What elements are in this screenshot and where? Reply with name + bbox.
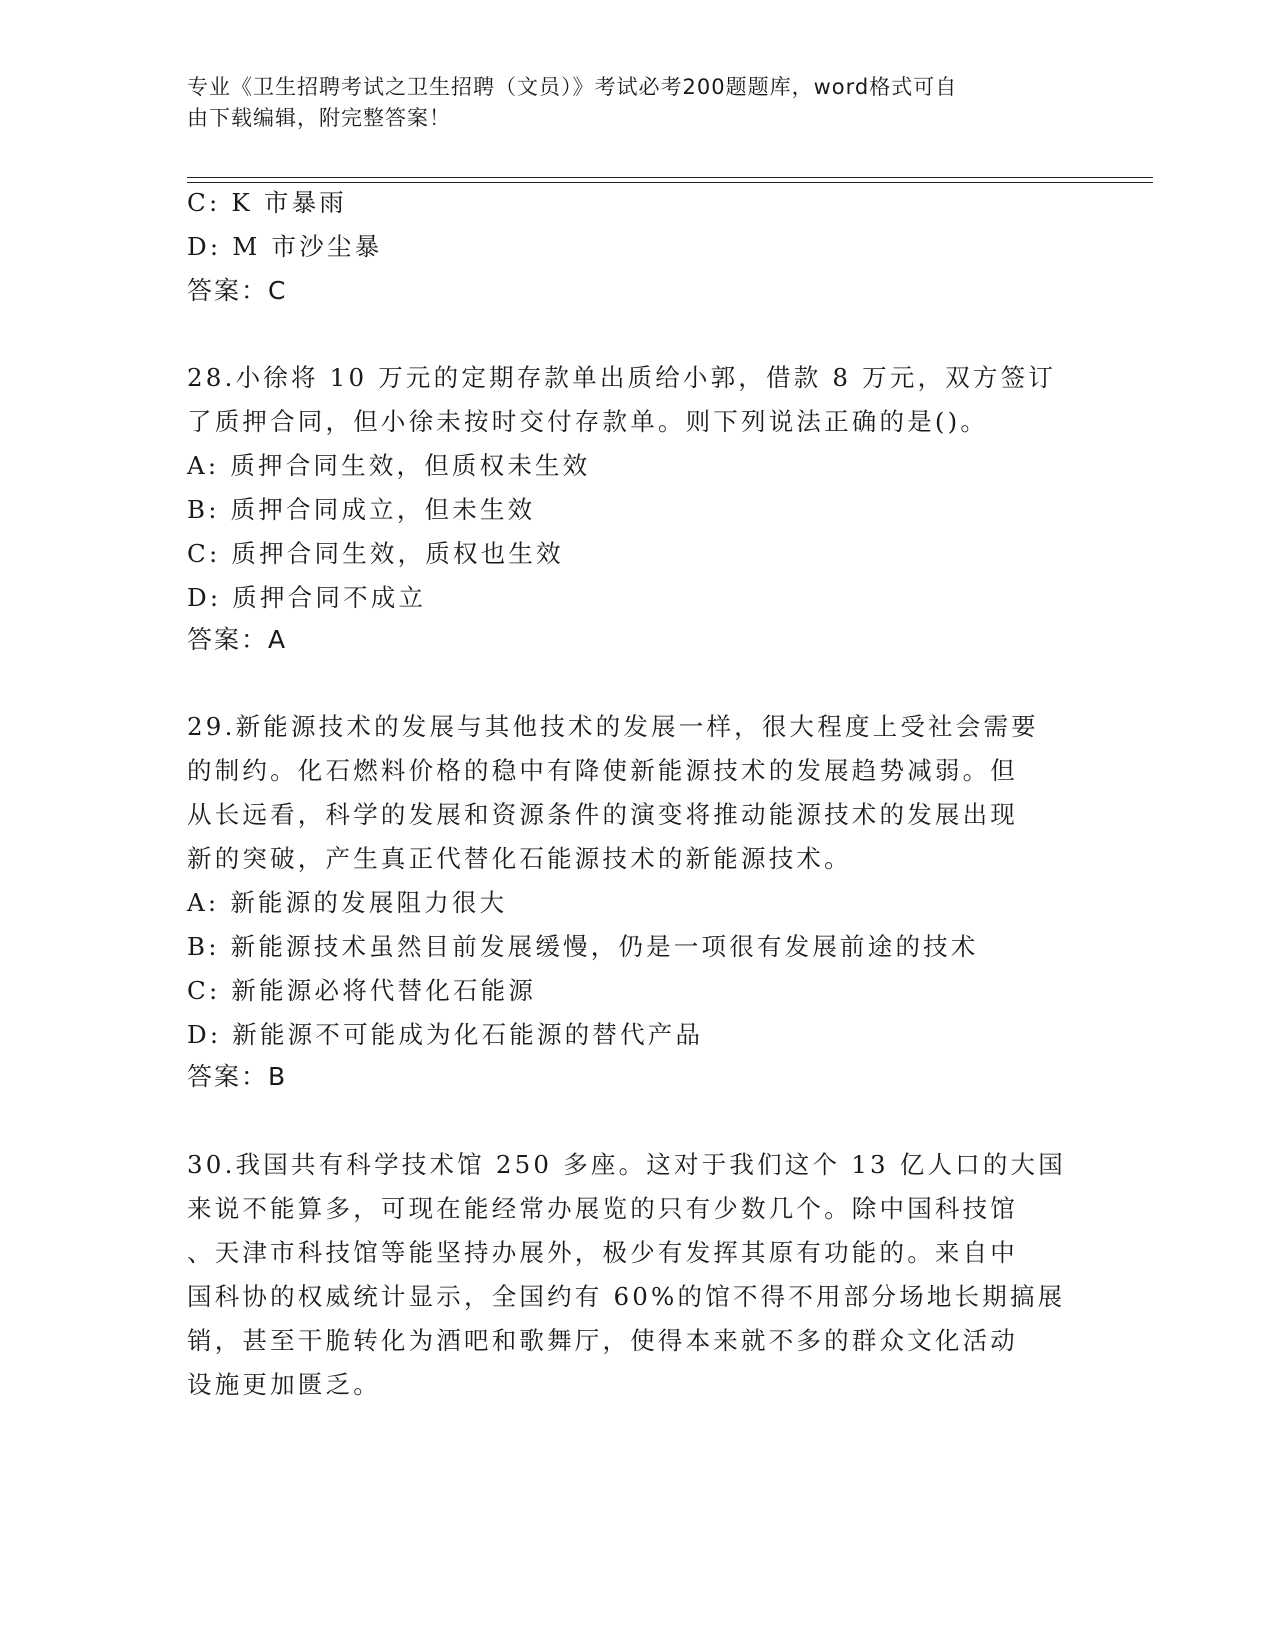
q28-option-c: C: 质押合同生效，质权也生效 xyxy=(187,539,564,568)
q27-option-d: D: M 市沙尘暴 xyxy=(187,232,383,261)
q30-stem-line-3: 、天津市科技馆等能坚持办展外，极少有发挥其原有功能的。来自中 xyxy=(187,1238,1018,1267)
q28-answer: 答案：A xyxy=(187,625,288,654)
q29-option-c: C: 新能源必将代替化石能源 xyxy=(187,976,537,1005)
q28-stem-line-1: 28.小徐将 10 万元的定期存款单出质给小郭，借款 8 万元，双方签订 xyxy=(187,363,1057,392)
header-line-2: 由下载编辑，附完整答案！ xyxy=(187,106,451,130)
q30-stem-line-5: 销，甚至干脆转化为酒吧和歌舞厅，使得本来就不多的群众文化活动 xyxy=(187,1326,1018,1355)
q27-answer: 答案：C xyxy=(187,276,288,305)
q30-stem-line-4: 国科协的权威统计显示，全国约有 60%的馆不得不用部分场地长期搞展 xyxy=(187,1282,1066,1311)
q29-option-d: D: 新能源不可能成为化石能源的替代产品 xyxy=(187,1020,704,1049)
q29-option-b: B: 新能源技术虽然目前发展缓慢，仍是一项很有发展前途的技术 xyxy=(187,932,979,961)
q29-stem-line-3: 从长远看，科学的发展和资源条件的演变将推动能源技术的发展出现 xyxy=(187,800,1018,829)
header-line-1: 专业《卫生招聘考试之卫生招聘（文员）》考试必考200题题库，word格式可自 xyxy=(187,75,958,99)
q29-stem-line-2: 的制约。化石燃料价格的稳中有降使新能源技术的发展趋势减弱。但 xyxy=(187,756,1018,785)
q29-stem-line-1: 29.新能源技术的发展与其他技术的发展一样，很大程度上受社会需要 xyxy=(187,712,1039,741)
q29-option-a: A: 新能源的发展阻力很大 xyxy=(187,888,508,917)
q28-option-a: A: 质押合同生效，但质权未生效 xyxy=(187,451,591,480)
q28-stem-line-2: 了质押合同，但小徐未按时交付存款单。则下列说法正确的是()。 xyxy=(187,407,989,436)
q28-option-b: B: 质押合同成立，但未生效 xyxy=(187,495,536,524)
header-divider-bottom xyxy=(187,182,1153,183)
q30-stem-line-6: 设施更加匮乏。 xyxy=(187,1370,381,1399)
q27-option-c: C: K 市暴雨 xyxy=(187,188,347,217)
q30-stem-line-2: 来说不能算多，可现在能经常办展览的只有少数几个。除中国科技馆 xyxy=(187,1194,1018,1223)
q30-stem-line-1: 30.我国共有科学技术馆 250 多座。这对于我们这个 13 亿人口的大国 xyxy=(187,1150,1066,1179)
q28-option-d: D: 质押合同不成立 xyxy=(187,583,427,612)
document-header xyxy=(187,72,1067,134)
header-divider-top xyxy=(187,177,1153,178)
q29-stem-line-4: 新的突破，产生真正代替化石能源技术的新能源技术。 xyxy=(187,844,852,873)
q29-answer: 答案：B xyxy=(187,1062,288,1091)
